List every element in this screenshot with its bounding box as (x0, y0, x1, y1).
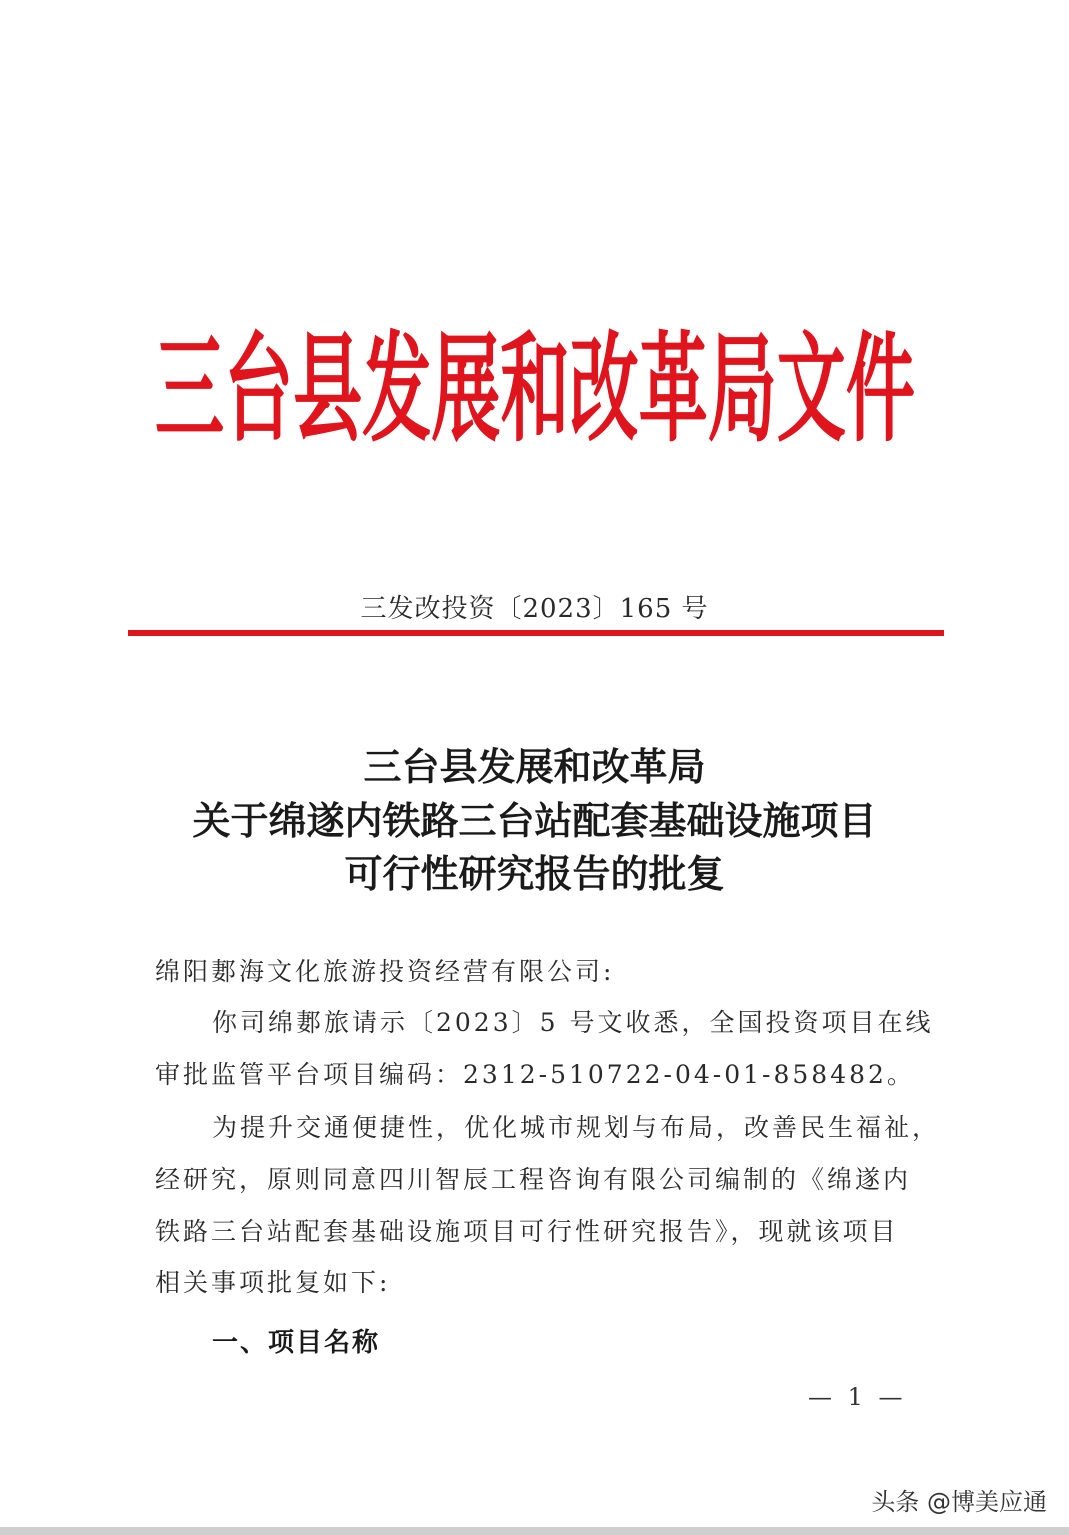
section-heading-1: 一、项目名称 (212, 1328, 381, 1358)
title-line-1: 三台县发展和改革局 (363, 744, 706, 789)
source-watermark: 头条 @博美应通 (871, 1488, 1047, 1516)
paragraph-2-line-2: 经研究，原则同意四川智辰工程咨询有限公司编制的《绵遂内 (155, 1165, 912, 1194)
paragraph-1-line-1: 你司绵郪旅请示〔2023〕5 号文收悉，全国投资项目在线 (212, 1008, 934, 1037)
masthead-text: 三台县发展和改革局文件 (155, 320, 915, 458)
masthead-svg (150, 318, 920, 458)
recipient-line: 绵阳郪海文化旅游投资经营有限公司: (155, 957, 615, 986)
title-line-3: 可行性研究报告的批复 (344, 851, 725, 896)
document-number: 三发改投资〔2023〕165 号 (360, 594, 709, 624)
paragraph-1-line-2: 审批监管平台项目编码：2312-510722-04-01-858482。 (155, 1060, 915, 1089)
paragraph-2-line-3: 铁路三台站配套基础设施项目可行性研究报告》，现就该项目 (155, 1217, 899, 1246)
red-divider-line (128, 630, 944, 636)
page-number: — 1 — (808, 1383, 907, 1411)
title-line-2: 关于绵遂内铁路三台站配套基础设施项目 (192, 798, 877, 843)
paragraph-2-line-4: 相关事项批复如下: (155, 1268, 391, 1297)
bottom-scroll-bar (0, 1527, 1069, 1535)
masthead-title (150, 318, 920, 458)
paragraph-2-line-1: 为提升交通便捷性，优化城市规划与布局，改善民生福祉， (212, 1113, 941, 1142)
